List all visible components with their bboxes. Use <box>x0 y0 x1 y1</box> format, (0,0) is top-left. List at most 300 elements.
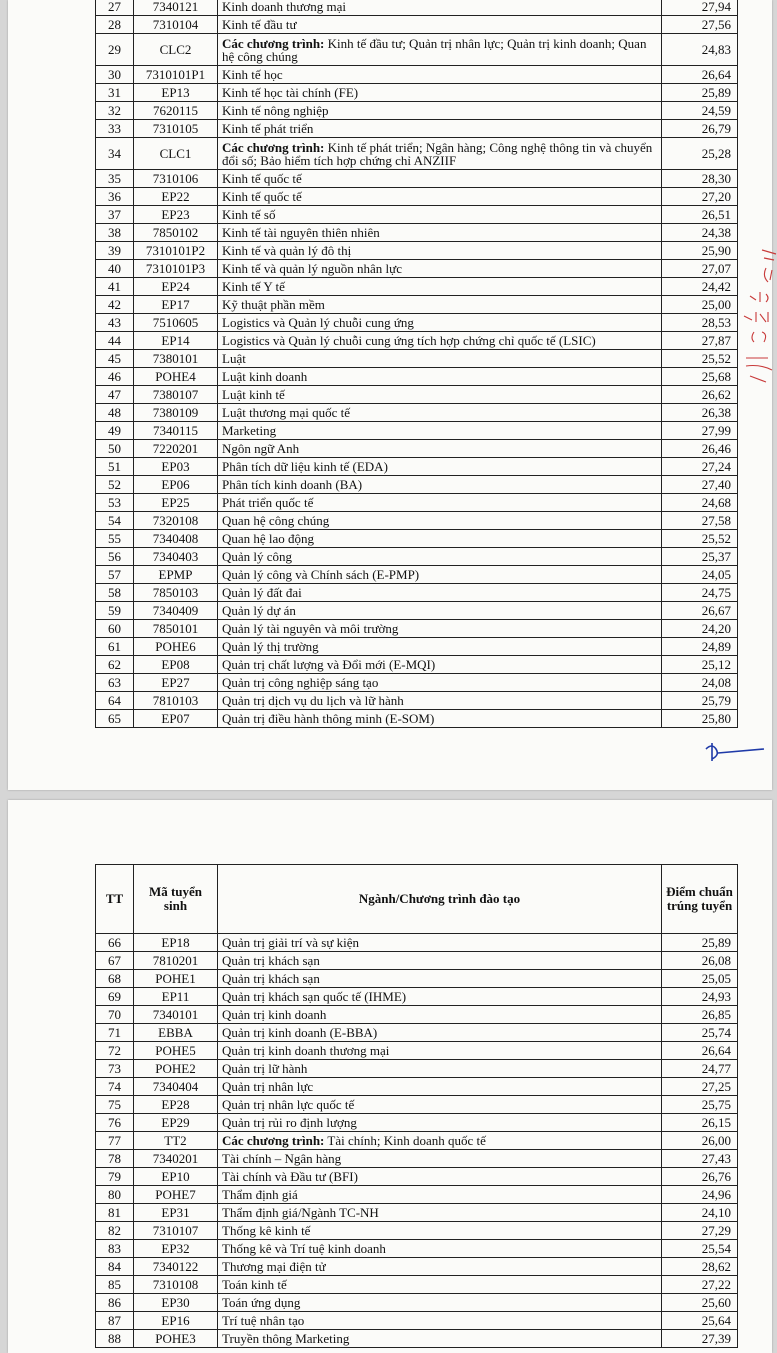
cutoff-score: 26,46 <box>662 440 738 458</box>
cutoff-score: 24,59 <box>662 102 738 120</box>
table-row <box>96 224 738 242</box>
admission-code: 7340408 <box>134 530 218 548</box>
cutoff-score: 25,37 <box>662 548 738 566</box>
admission-code: 7380109 <box>134 404 218 422</box>
cutoff-score: 24,96 <box>662 1186 738 1204</box>
program-name: Kinh tế Y tế <box>218 278 662 296</box>
cutoff-score: 25,90 <box>662 242 738 260</box>
cutoff-score: 24,05 <box>662 566 738 584</box>
cutoff-score: 27,24 <box>662 458 738 476</box>
cutoff-score: 26,00 <box>662 1132 738 1150</box>
table-row <box>96 260 738 278</box>
header-program: Ngành/Chương trình đào tạo <box>218 865 662 934</box>
program-name: Truyền thông Marketing <box>218 1330 662 1348</box>
cutoff-score: 27,94 <box>662 0 738 16</box>
table-row <box>96 170 738 188</box>
program-name: Tài chính và Đầu tư (BFI) <box>218 1168 662 1186</box>
program-name: Luật thương mại quốc tế <box>218 404 662 422</box>
program-name: Toán ứng dụng <box>218 1294 662 1312</box>
program-name: Quản lý dự án <box>218 602 662 620</box>
admission-code: 7340409 <box>134 602 218 620</box>
row-number: 59 <box>96 602 134 620</box>
row-number: 71 <box>96 1024 134 1042</box>
admission-code: POHE2 <box>134 1060 218 1078</box>
admission-code: EP27 <box>134 674 218 692</box>
cutoff-score: 27,56 <box>662 16 738 34</box>
admission-code: 7810103 <box>134 692 218 710</box>
cutoff-score: 25,68 <box>662 368 738 386</box>
table-row <box>96 602 738 620</box>
program-name: Thẩm định giá/Ngành TC-NH <box>218 1204 662 1222</box>
admission-code: 7310101P3 <box>134 260 218 278</box>
cutoff-score: 24,42 <box>662 278 738 296</box>
program-name: Logistics và Quản lý chuỗi cung ứng <box>218 314 662 332</box>
table-row <box>96 638 738 656</box>
table-row <box>96 1222 738 1240</box>
cutoff-table-part-1 <box>95 0 738 728</box>
cutoff-score: 25,64 <box>662 1312 738 1330</box>
program-name: Thống kê kinh tế <box>218 1222 662 1240</box>
admission-code: EP24 <box>134 278 218 296</box>
row-number: 70 <box>96 1006 134 1024</box>
cutoff-score: 24,93 <box>662 988 738 1006</box>
admission-code: EP17 <box>134 296 218 314</box>
table-row <box>96 0 738 16</box>
program-name: Kinh doanh thương mại <box>218 0 662 16</box>
program-name: Tài chính – Ngân hàng <box>218 1150 662 1168</box>
row-number: 80 <box>96 1186 134 1204</box>
admission-code: POHE4 <box>134 368 218 386</box>
program-name: Quản lý công và Chính sách (E-PMP) <box>218 566 662 584</box>
row-number: 84 <box>96 1258 134 1276</box>
program-name: Quản lý đất đai <box>218 584 662 602</box>
cutoff-score: 25,12 <box>662 656 738 674</box>
program-name: Quản lý công <box>218 548 662 566</box>
admission-code: EP10 <box>134 1168 218 1186</box>
cutoff-score: 27,20 <box>662 188 738 206</box>
row-number: 76 <box>96 1114 134 1132</box>
cutoff-score: 27,99 <box>662 422 738 440</box>
admission-code: 7310106 <box>134 170 218 188</box>
admission-code: EP07 <box>134 710 218 728</box>
table-body-2 <box>96 934 738 1348</box>
table-row <box>96 332 738 350</box>
row-number: 87 <box>96 1312 134 1330</box>
row-number: 79 <box>96 1168 134 1186</box>
table-row <box>96 404 738 422</box>
table-row <box>96 476 738 494</box>
admission-code: 7850102 <box>134 224 218 242</box>
row-number: 65 <box>96 710 134 728</box>
row-number: 34 <box>96 138 134 170</box>
row-number: 58 <box>96 584 134 602</box>
signature-mark <box>698 735 768 765</box>
row-number: 61 <box>96 638 134 656</box>
row-number: 88 <box>96 1330 134 1348</box>
admission-code: EBBA <box>134 1024 218 1042</box>
header-code: Mã tuyển sinh <box>134 865 218 934</box>
row-number: 41 <box>96 278 134 296</box>
table-row <box>96 350 738 368</box>
table-row <box>96 1060 738 1078</box>
cutoff-score: 25,60 <box>662 1294 738 1312</box>
row-number: 86 <box>96 1294 134 1312</box>
row-number: 42 <box>96 296 134 314</box>
row-number: 78 <box>96 1150 134 1168</box>
cutoff-score: 26,62 <box>662 386 738 404</box>
margin-annotation-marks <box>740 240 777 390</box>
row-number: 85 <box>96 1276 134 1294</box>
program-name: Quản trị nhân lực <box>218 1078 662 1096</box>
cutoff-score: 25,52 <box>662 350 738 368</box>
cutoff-score: 27,25 <box>662 1078 738 1096</box>
cutoff-score: 27,07 <box>662 260 738 278</box>
program-name: Quản trị kinh doanh (E-BBA) <box>218 1024 662 1042</box>
admission-code: 7340122 <box>134 1258 218 1276</box>
row-number: 72 <box>96 1042 134 1060</box>
row-number: 69 <box>96 988 134 1006</box>
admission-code: EP06 <box>134 476 218 494</box>
program-name: Luật <box>218 350 662 368</box>
cutoff-score: 25,54 <box>662 1240 738 1258</box>
program-name: Quản lý thị trường <box>218 638 662 656</box>
row-number: 52 <box>96 476 134 494</box>
table-row <box>96 1114 738 1132</box>
program-name: Kinh tế tài nguyên thiên nhiên <box>218 224 662 242</box>
program-name: Kinh tế học <box>218 66 662 84</box>
admission-code: 7620115 <box>134 102 218 120</box>
program-name: Kinh tế số <box>218 206 662 224</box>
row-number: 82 <box>96 1222 134 1240</box>
admission-code: 7310108 <box>134 1276 218 1294</box>
admission-code: EP11 <box>134 988 218 1006</box>
table-row <box>96 1258 738 1276</box>
program-name: Kinh tế và quản lý nguồn nhân lực <box>218 260 662 278</box>
program-name: Logistics và Quản lý chuỗi cung ứng tích hợp chứng chỉ quốc tế (LSIC) <box>218 332 662 350</box>
table-row <box>96 1042 738 1060</box>
cutoff-score: 26,79 <box>662 120 738 138</box>
cutoff-score: 27,40 <box>662 476 738 494</box>
admission-code: POHE3 <box>134 1330 218 1348</box>
row-number: 51 <box>96 458 134 476</box>
cutoff-score: 25,05 <box>662 970 738 988</box>
program-name: Kinh tế phát triển <box>218 120 662 138</box>
cutoff-score: 24,20 <box>662 620 738 638</box>
table-row <box>96 566 738 584</box>
program-name: Phân tích kinh doanh (BA) <box>218 476 662 494</box>
cutoff-score: 25,89 <box>662 84 738 102</box>
cutoff-score: 26,67 <box>662 602 738 620</box>
row-number: 43 <box>96 314 134 332</box>
program-name: Quản trị điều hành thông minh (E-SOM) <box>218 710 662 728</box>
table-row <box>96 296 738 314</box>
table-row <box>96 440 738 458</box>
table-row <box>96 710 738 728</box>
cutoff-score: 25,80 <box>662 710 738 728</box>
program-name: Kinh tế quốc tế <box>218 170 662 188</box>
cutoff-score: 24,10 <box>662 1204 738 1222</box>
row-number: 73 <box>96 1060 134 1078</box>
cutoff-score: 25,89 <box>662 934 738 952</box>
cutoff-score: 26,38 <box>662 404 738 422</box>
admission-code: POHE5 <box>134 1042 218 1060</box>
admission-code: EP25 <box>134 494 218 512</box>
admission-code: 7340121 <box>134 0 218 16</box>
row-number: 55 <box>96 530 134 548</box>
row-number: 62 <box>96 656 134 674</box>
table-row <box>96 1096 738 1114</box>
table-row <box>96 422 738 440</box>
table-row <box>96 16 738 34</box>
table-row <box>96 494 738 512</box>
program-name: Quản trị kinh doanh thương mại <box>218 1042 662 1060</box>
program-name: Luật kinh tế <box>218 386 662 404</box>
row-number: 54 <box>96 512 134 530</box>
table-row <box>96 138 738 170</box>
admission-code: 7310105 <box>134 120 218 138</box>
program-name: Thương mại điện tử <box>218 1258 662 1276</box>
cutoff-score: 26,76 <box>662 1168 738 1186</box>
admission-code: 7340201 <box>134 1150 218 1168</box>
row-number: 75 <box>96 1096 134 1114</box>
admission-code: EP18 <box>134 934 218 952</box>
header-score: Điểm chuẩn trúng tuyển <box>662 865 738 934</box>
program-name: Thống kê và Trí tuệ kinh doanh <box>218 1240 662 1258</box>
program-name: Quản trị giải trí và sự kiện <box>218 934 662 952</box>
table-row <box>96 1006 738 1024</box>
header-tt: TT <box>96 865 134 934</box>
table-row <box>96 988 738 1006</box>
program-name: Ngôn ngữ Anh <box>218 440 662 458</box>
program-name: Thẩm định giá <box>218 1186 662 1204</box>
table-row <box>96 512 738 530</box>
row-number: 45 <box>96 350 134 368</box>
program-name: Kinh tế và quản lý đô thị <box>218 242 662 260</box>
row-number: 67 <box>96 952 134 970</box>
admission-code: 7310104 <box>134 16 218 34</box>
row-number: 57 <box>96 566 134 584</box>
admission-code: 7510605 <box>134 314 218 332</box>
cutoff-score: 27,22 <box>662 1276 738 1294</box>
table-row <box>96 206 738 224</box>
admission-code: 7320108 <box>134 512 218 530</box>
admission-code: 7310107 <box>134 1222 218 1240</box>
program-name: Quản trị khách sạn quốc tế (IHME) <box>218 988 662 1006</box>
admission-code: EPMP <box>134 566 218 584</box>
table-row <box>96 1330 738 1348</box>
table-row <box>96 84 738 102</box>
cutoff-score: 24,08 <box>662 674 738 692</box>
table-row <box>96 1024 738 1042</box>
cutoff-score: 24,75 <box>662 584 738 602</box>
row-number: 60 <box>96 620 134 638</box>
cutoff-score: 24,77 <box>662 1060 738 1078</box>
row-number: 50 <box>96 440 134 458</box>
table-row <box>96 1132 738 1150</box>
program-group-list: Tài chính; Kinh doanh quốc tế <box>324 1132 486 1148</box>
admission-code: 7310101P1 <box>134 66 218 84</box>
row-number: 35 <box>96 170 134 188</box>
admission-code: EP30 <box>134 1294 218 1312</box>
row-number: 28 <box>96 16 134 34</box>
program-name <box>218 34 662 66</box>
row-number: 53 <box>96 494 134 512</box>
row-number: 27 <box>96 0 134 16</box>
table-row <box>96 1168 738 1186</box>
row-number: 46 <box>96 368 134 386</box>
row-number: 39 <box>96 242 134 260</box>
row-number: 47 <box>96 386 134 404</box>
cutoff-score: 25,28 <box>662 138 738 170</box>
table-row <box>96 278 738 296</box>
admission-code: 7220201 <box>134 440 218 458</box>
table-header-row <box>96 865 738 934</box>
cutoff-score: 26,64 <box>662 1042 738 1060</box>
cutoff-score: 25,79 <box>662 692 738 710</box>
table-row <box>96 1186 738 1204</box>
program-name: Kinh tế học tài chính (FE) <box>218 84 662 102</box>
cutoff-table-part-2 <box>95 864 738 1348</box>
admission-code: TT2 <box>134 1132 218 1150</box>
program-name: Kinh tế quốc tế <box>218 188 662 206</box>
table-row <box>96 620 738 638</box>
program-name: Quản trị khách sạn <box>218 952 662 970</box>
cutoff-score: 27,43 <box>662 1150 738 1168</box>
row-number: 83 <box>96 1240 134 1258</box>
cutoff-score: 27,39 <box>662 1330 738 1348</box>
table-body-1 <box>96 0 738 728</box>
row-number: 64 <box>96 692 134 710</box>
cutoff-score: 28,53 <box>662 314 738 332</box>
program-group-label: Các chương trình: <box>222 139 325 155</box>
admission-code: EP31 <box>134 1204 218 1222</box>
admission-code: EP28 <box>134 1096 218 1114</box>
admission-code: EP29 <box>134 1114 218 1132</box>
program-name: Quản trị công nghiệp sáng tạo <box>218 674 662 692</box>
row-number: 68 <box>96 970 134 988</box>
row-number: 36 <box>96 188 134 206</box>
program-name: Quản trị lữ hành <box>218 1060 662 1078</box>
program-name: Kỹ thuật phần mềm <box>218 296 662 314</box>
table-row <box>96 458 738 476</box>
admission-code: 7850101 <box>134 620 218 638</box>
admission-code: CLC1 <box>134 138 218 170</box>
table-row <box>96 1294 738 1312</box>
admission-code: EP16 <box>134 1312 218 1330</box>
cutoff-score: 25,75 <box>662 1096 738 1114</box>
admission-code: POHE7 <box>134 1186 218 1204</box>
admission-code: EP32 <box>134 1240 218 1258</box>
cutoff-score: 25,74 <box>662 1024 738 1042</box>
row-number: 77 <box>96 1132 134 1150</box>
cutoff-score: 24,89 <box>662 638 738 656</box>
cutoff-score: 24,68 <box>662 494 738 512</box>
cutoff-score: 25,52 <box>662 530 738 548</box>
table-row <box>96 656 738 674</box>
row-number: 30 <box>96 66 134 84</box>
program-name: Quan hệ lao động <box>218 530 662 548</box>
table-row <box>96 314 738 332</box>
cutoff-score: 26,64 <box>662 66 738 84</box>
program-name: Luật kinh doanh <box>218 368 662 386</box>
row-number: 38 <box>96 224 134 242</box>
program-name: Quản lý tài nguyên và môi trường <box>218 620 662 638</box>
admission-code: POHE6 <box>134 638 218 656</box>
admission-code: 7310101P2 <box>134 242 218 260</box>
table-row <box>96 1276 738 1294</box>
row-number: 49 <box>96 422 134 440</box>
admission-code: 7380107 <box>134 386 218 404</box>
table-row <box>96 386 738 404</box>
admission-code: CLC2 <box>134 34 218 66</box>
program-name: Quản trị kinh doanh <box>218 1006 662 1024</box>
row-number: 40 <box>96 260 134 278</box>
table-row <box>96 692 738 710</box>
table-row <box>96 934 738 952</box>
row-number: 66 <box>96 934 134 952</box>
cutoff-score: 28,62 <box>662 1258 738 1276</box>
row-number: 81 <box>96 1204 134 1222</box>
admission-code: 7340101 <box>134 1006 218 1024</box>
row-number: 31 <box>96 84 134 102</box>
admission-code: EP13 <box>134 84 218 102</box>
table-row <box>96 530 738 548</box>
cutoff-score: 25,00 <box>662 296 738 314</box>
admission-code: EP08 <box>134 656 218 674</box>
table-row <box>96 1312 738 1330</box>
table-row <box>96 368 738 386</box>
table-row <box>96 952 738 970</box>
program-name: Phát triển quốc tế <box>218 494 662 512</box>
program-name: Quản trị dịch vụ du lịch và lữ hành <box>218 692 662 710</box>
table-row <box>96 188 738 206</box>
program-name: Toán kinh tế <box>218 1276 662 1294</box>
table-row <box>96 674 738 692</box>
cutoff-score: 26,08 <box>662 952 738 970</box>
table-row <box>96 1078 738 1096</box>
row-number: 32 <box>96 102 134 120</box>
table-row <box>96 102 738 120</box>
admission-code: 7850103 <box>134 584 218 602</box>
program-group-label: Các chương trình: <box>222 35 325 51</box>
table-row <box>96 34 738 66</box>
row-number: 48 <box>96 404 134 422</box>
program-name: Quản trị rủi ro định lượng <box>218 1114 662 1132</box>
row-number: 44 <box>96 332 134 350</box>
admission-code: EP03 <box>134 458 218 476</box>
cutoff-score: 26,85 <box>662 1006 738 1024</box>
program-name: Kinh tế nông nghiệp <box>218 102 662 120</box>
row-number: 29 <box>96 34 134 66</box>
row-number: 56 <box>96 548 134 566</box>
admission-code: EP14 <box>134 332 218 350</box>
program-name: Marketing <box>218 422 662 440</box>
table-row <box>96 584 738 602</box>
cutoff-score: 28,30 <box>662 170 738 188</box>
table-row <box>96 1150 738 1168</box>
table-row <box>96 1204 738 1222</box>
program-name <box>218 1132 662 1150</box>
table-row <box>96 548 738 566</box>
admission-code: 7340404 <box>134 1078 218 1096</box>
admission-code: 7340403 <box>134 548 218 566</box>
table-row <box>96 970 738 988</box>
admission-code: 7340115 <box>134 422 218 440</box>
row-number: 37 <box>96 206 134 224</box>
cutoff-score: 27,58 <box>662 512 738 530</box>
program-name: Quản trị chất lượng và Đổi mới (E-MQI) <box>218 656 662 674</box>
row-number: 33 <box>96 120 134 138</box>
